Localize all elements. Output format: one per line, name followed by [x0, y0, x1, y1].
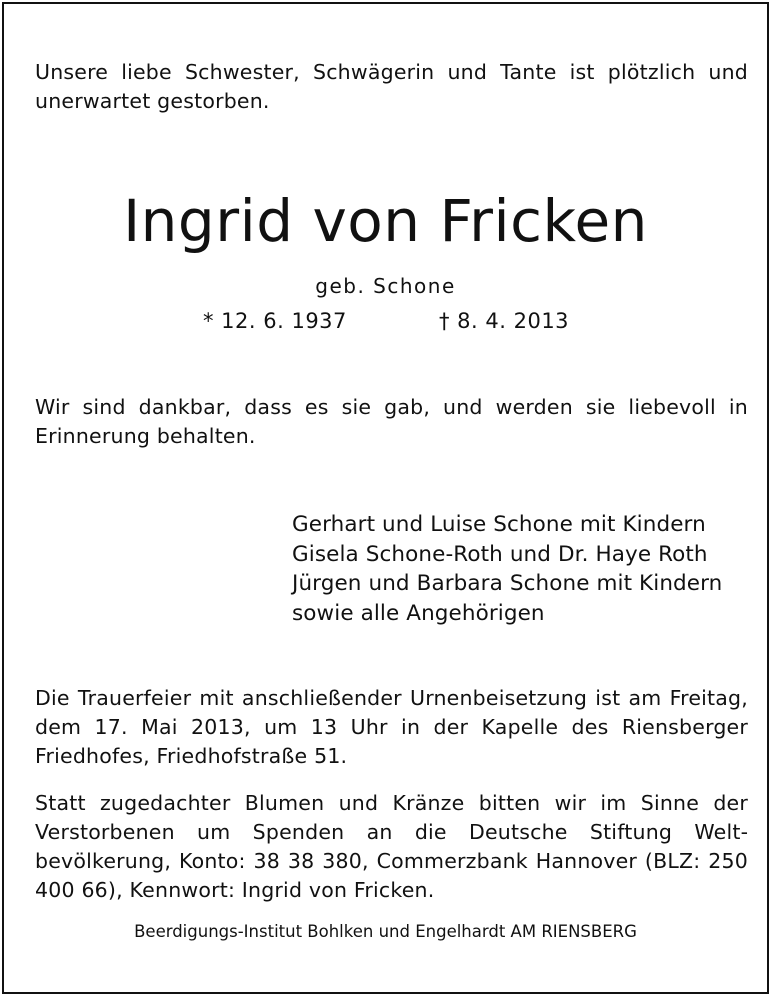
- mourners-list: [292, 510, 722, 628]
- death-date: † 8. 4. 2013: [439, 309, 570, 333]
- undertaker-line: Beerdigungs-Institut Bohlken und Engelhardt AM RIENSBERG: [134, 922, 637, 941]
- gratitude-text: Wir sind dankbar, dass es sie gab, und werden sie liebevoll in Erinnerung behalten.: [35, 395, 748, 448]
- mourner-line: Gisela Schone-Roth und Dr. Haye Roth: [292, 541, 708, 567]
- birth-date: * 12. 6. 1937: [203, 309, 347, 333]
- mourner-line: Jürgen und Barbara Schone mit Kindern: [292, 571, 723, 596]
- obituary-notice: [2, 2, 769, 994]
- ceremony-text: Die Trauerfeier mit anschließender Urnenbeisetzung ist am Freitag, dem 17. Mai 2013, um 13 Uhr in der Kapelle des Riensberger Friedhofes, Friedhofstraße 51.: [35, 686, 748, 768]
- donation-text: Statt zugedachter Blumen und Kränze bitten wir im Sinne der Verstorbenen um Spenden an die Deutsche Stiftung Weltbevölkerung, Konto: 38 38 380, Commerzbank Hannover (BLZ: 250 400 66), Kennwort: Ingrid von Fricken.: [35, 791, 748, 902]
- intro-text: Unsere liebe Schwester, Schwägerin und Tante ist plötzlich und unerwartet gestorben.: [35, 60, 748, 113]
- mourner-line: sowie alle Angehörigen: [292, 600, 545, 626]
- birth-name: geb. Schone: [315, 274, 456, 298]
- mourner-line: Gerhart und Luise Schone mit Kindern: [292, 512, 706, 537]
- deceased-name: Ingrid von Fricken: [123, 187, 648, 255]
